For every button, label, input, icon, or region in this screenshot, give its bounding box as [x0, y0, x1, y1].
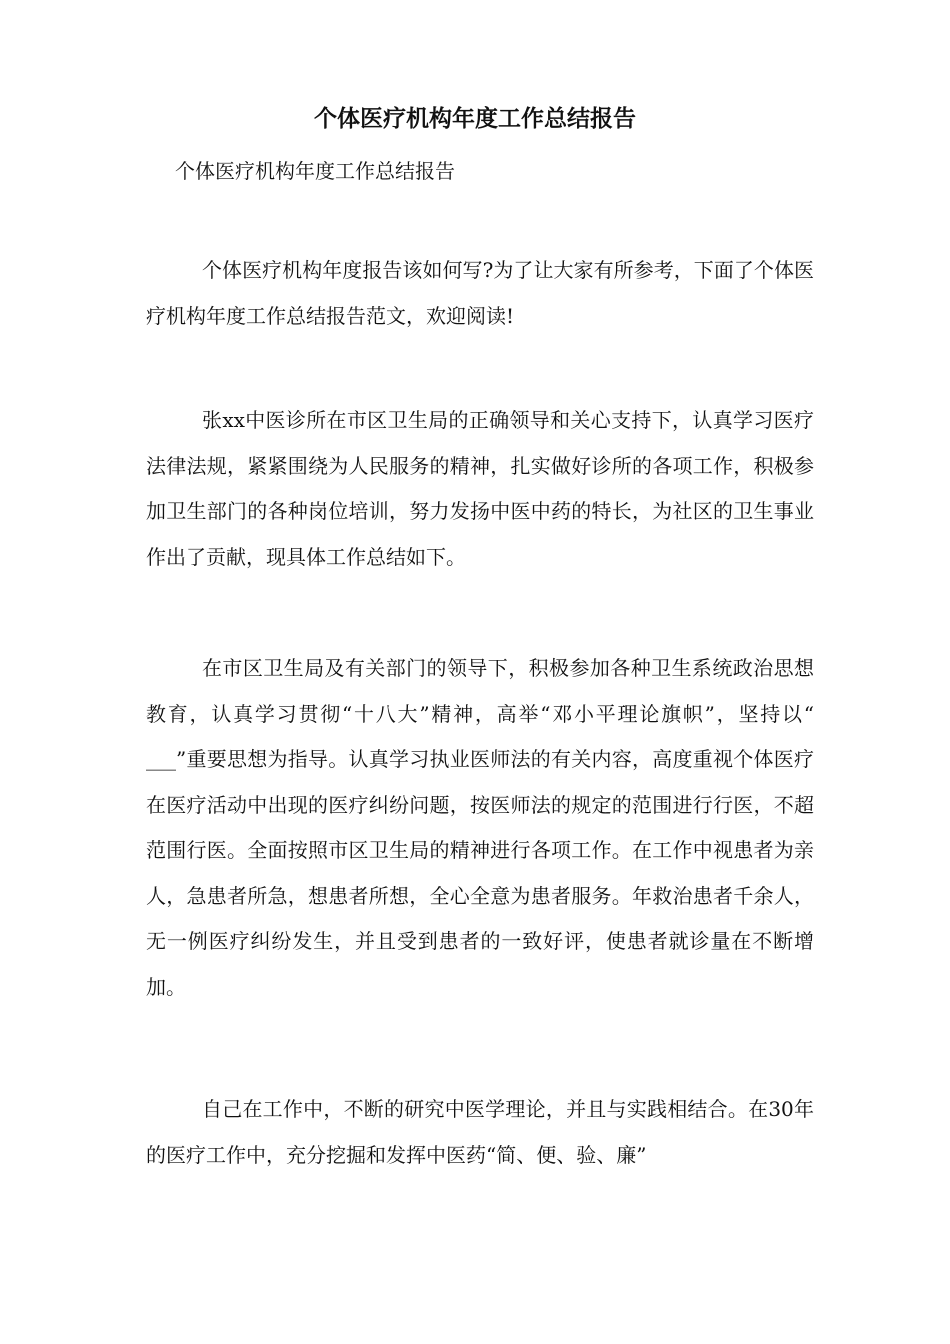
document-subtitle: 个体医疗机构年度工作总结报告 [175, 159, 455, 183]
document-title: 个体医疗机构年度工作总结报告 [314, 105, 636, 132]
paragraph-practice: 自己在工作中，不断的研究中医学理论，并且与实践相结合。在30年的医疗工作中，充分挖掘和发挥中医药“简、便、验、廉” [146, 1097, 814, 1167]
paragraph-overview: 张xx中医诊所在市区卫生局的正确领导和关心支持下，认真学习医疗法律法规，紧紧围绕为人民服务的精神，扎实做好诊所的各项工作，积极参加卫生部门的各种岗位培训，努力发扬中医中药的特长，为社区的卫生事业作出了贡献，现具体工作总结如下。 [146, 408, 814, 569]
paragraph-intro: 个体医疗机构年度报告该如何写?为了让大家有所参考，下面了个体医疗机构年度工作总结报告范文，欢迎阅读! [146, 258, 814, 328]
paragraph-education: 在市区卫生局及有关部门的领导下，积极参加各种卫生系统政治思想教育，认真学习贯彻“十八大”精神，高举“邓小平理论旗帜”，坚持以“ ___”重要思想为指导。认真学习执业医师法的有关内容，高度重视个体医疗在医疗活动中出现的医疗纠纷问题，按医师法的规定的范围进行行医，不超范围行医。全面按照市区卫生局的精神进行各项工作。在工作中视患者为亲人，急患者所急，想患者所想，全心全意为患者服务。年救治患者千余人，无一例医疗纠纷发生，并且受到患者的一致好评，使患者就诊量在不断增加。 [146, 656, 814, 999]
